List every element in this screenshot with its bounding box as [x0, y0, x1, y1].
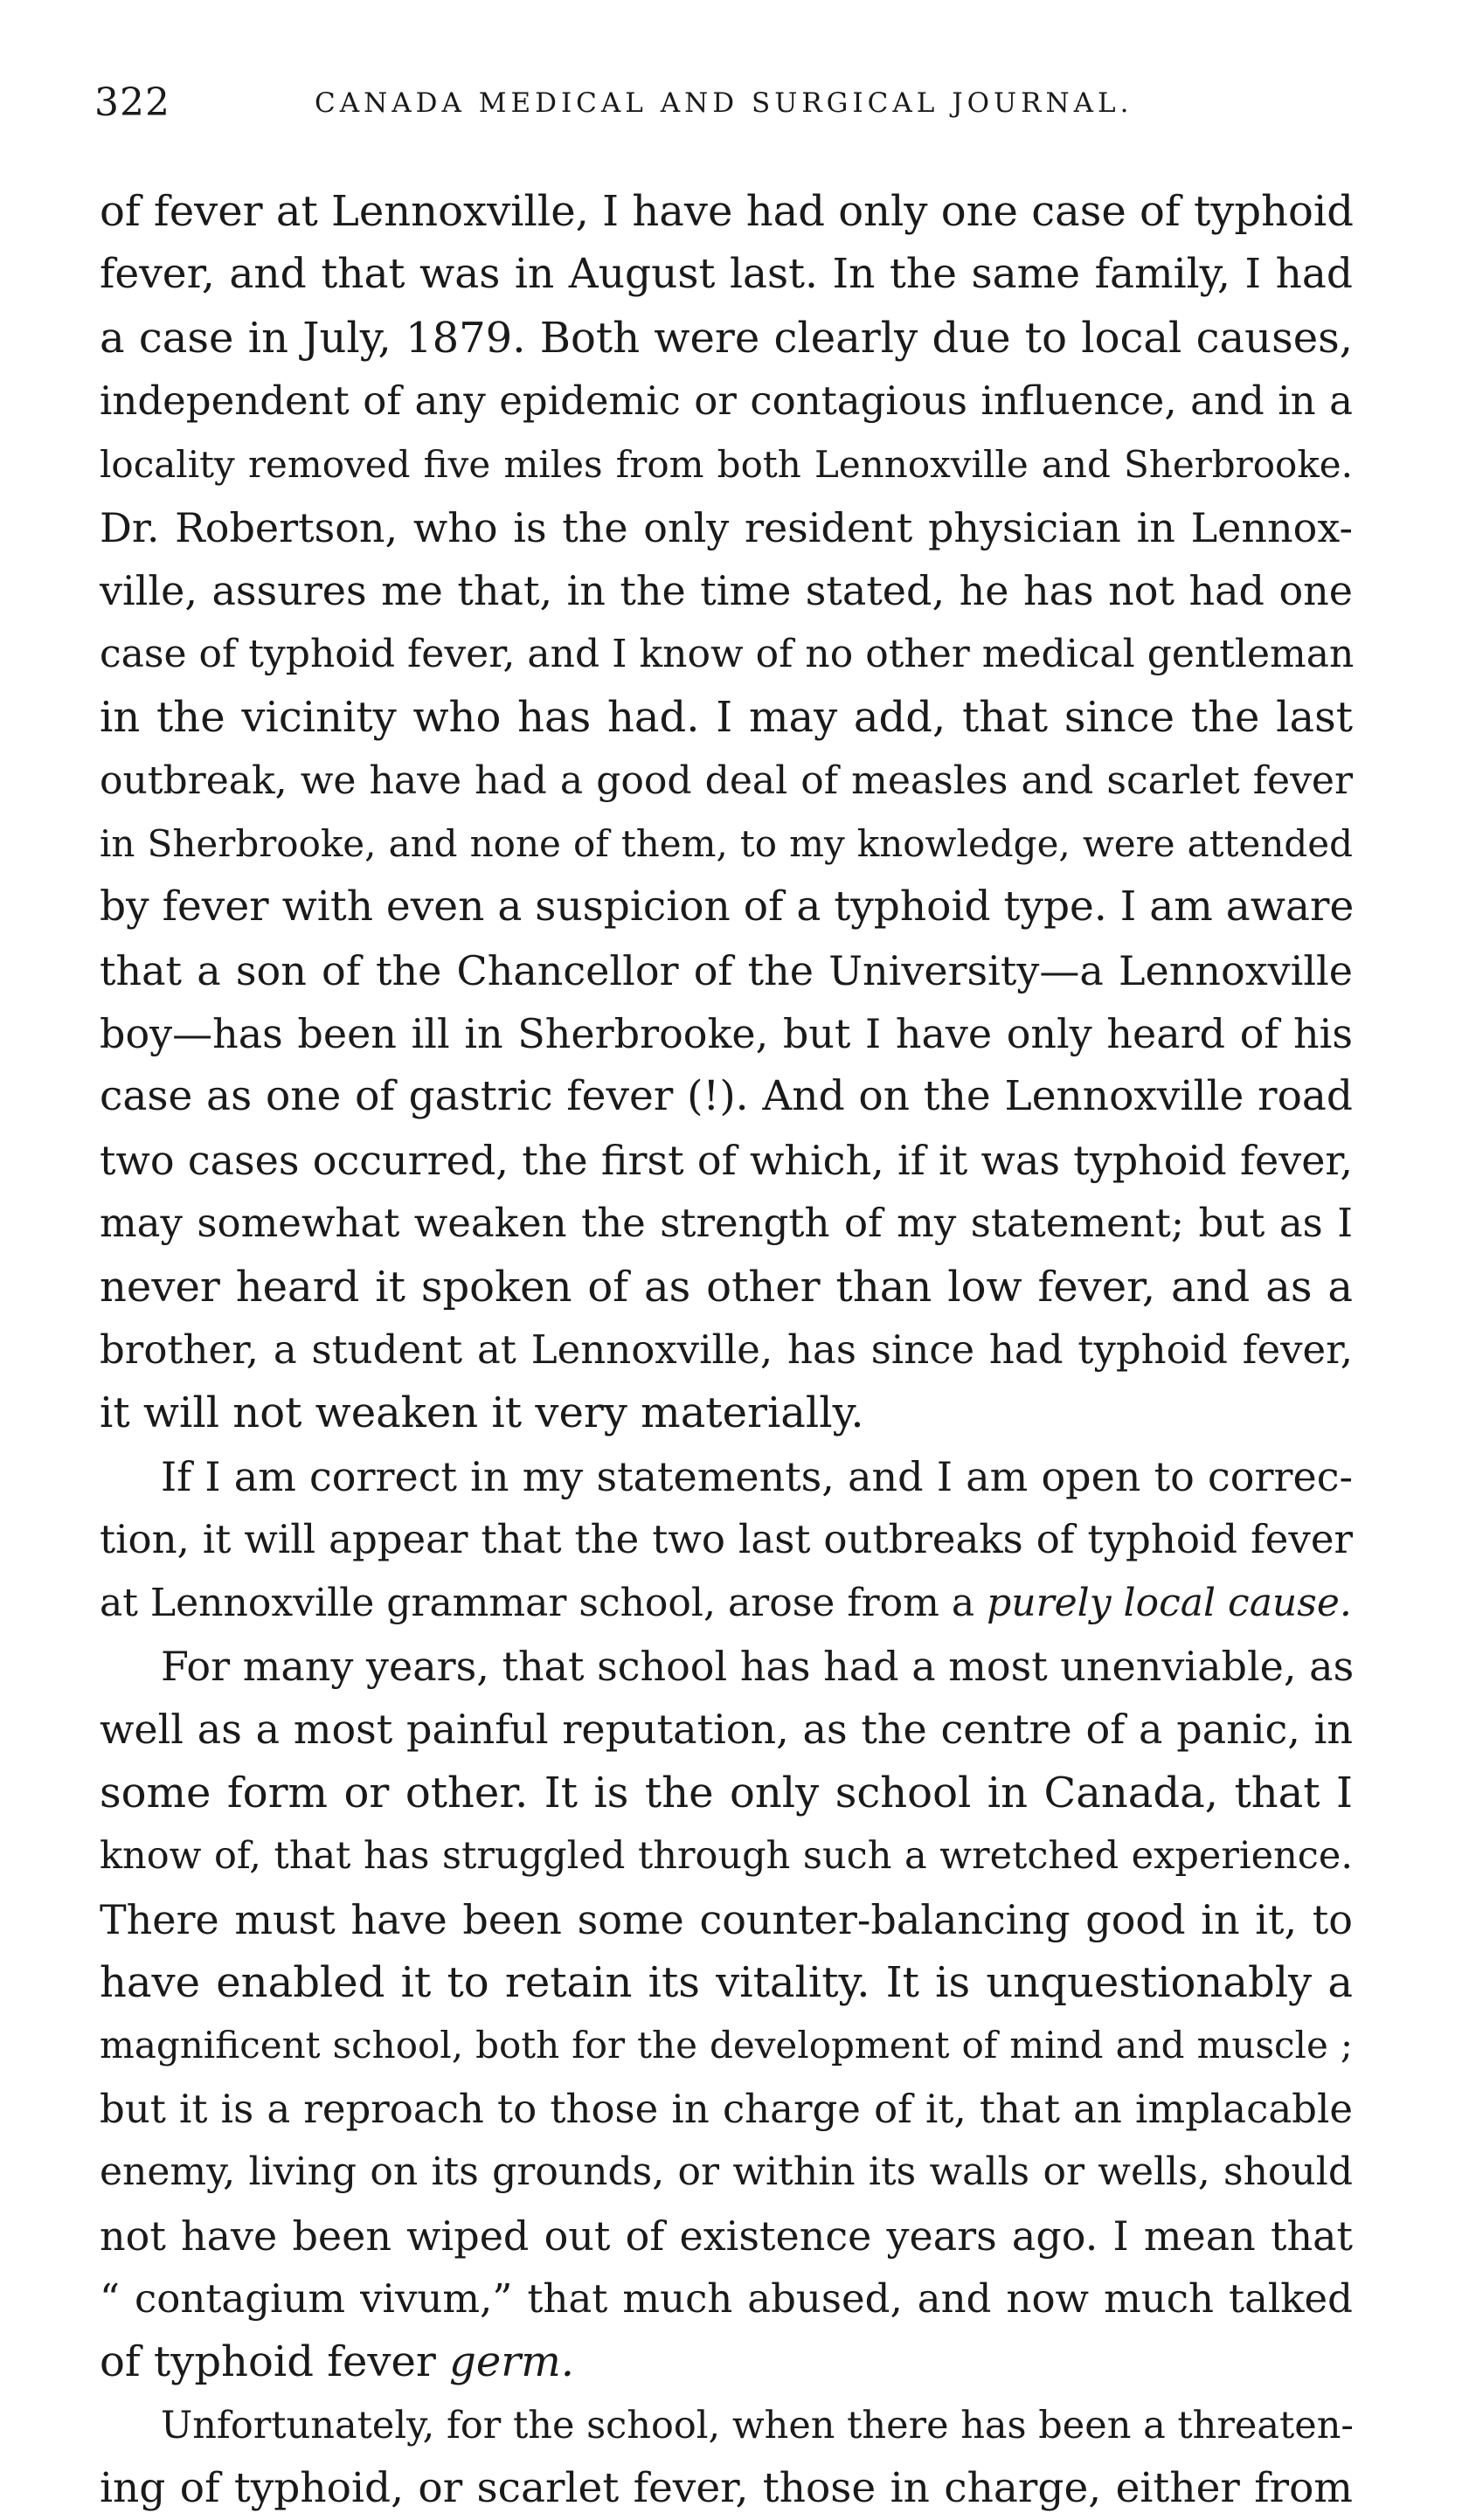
- page-header: [94, 80, 1353, 133]
- text-line: outbreak, we have had a good deal of measles and scarlet fever: [100, 758, 1353, 803]
- text-line: well as a most painful reputation, as the centre of a panic, in: [100, 1706, 1353, 1754]
- text-line: locality removed five miles from both Lennoxville and Sherbrooke.: [100, 442, 1353, 486]
- text-line: case of typhoid fever, and I know of no other medical gentleman: [100, 631, 1355, 676]
- text-line: Dr. Robertson, who is the only resident physician in Lennox-: [100, 503, 1353, 551]
- running-head: CANADA MEDICAL AND SURGICAL JOURNAL.: [315, 87, 1133, 119]
- text-line: in the vicinity who has had. I may add, that since the last: [100, 693, 1353, 743]
- text-line: brother, a student at Lennoxville, has since had typhoid fever,: [100, 1326, 1353, 1374]
- text-line: ing of typhoid, or scarlet fever, those in charge, either from: [100, 2464, 1353, 2513]
- text-line: There must have been some counter-balancing good in it, to: [100, 1895, 1353, 1943]
- text-line: enemy, living on its grounds, or within its walls or wells, should: [100, 2150, 1353, 2195]
- text-line: For many years, that school has had a most unenviable, as: [161, 1642, 1355, 1690]
- text-line: independent of any epidemic or contagious influence, and in a: [100, 377, 1353, 425]
- text-line-start: at Lennoxville grammar school, arose from a: [100, 1580, 987, 1625]
- text-line: in Sherbrooke, and none of them, to my knowledge, were attended: [100, 821, 1353, 865]
- text-line: [100, 1572, 1353, 1635]
- text-line: never heard it spoken of as other than low fever, and as a: [100, 1262, 1353, 1312]
- text-line: that a son of the Chancellor of the University—a Lennoxville: [100, 946, 1353, 994]
- text-line: but it is a reproach to those in charge of it, that an implacable: [100, 2085, 1353, 2132]
- page-number: 322: [94, 80, 170, 125]
- text-line: Unfortunately, for the school, when there has been a threaten-: [161, 2403, 1354, 2447]
- text-line: magnificent school, both for the development of mind and muscle ;: [100, 2024, 1353, 2067]
- italic-phrase: purely local cause.: [987, 1580, 1352, 1625]
- text-line: know of, that has struggled through such a wretched experience.: [100, 1834, 1353, 1879]
- italic-word: germ.: [449, 2337, 574, 2387]
- paragraph-3: [100, 1635, 1353, 2394]
- text-line: [100, 2330, 1353, 2393]
- text-line: it will not weaken it very materially.: [100, 1388, 864, 1438]
- text-line: may somewhat weaken the strength of my statement; but as I: [100, 1200, 1353, 1247]
- text-line: have enabled it to retain its vitality. It is unquestionably a: [100, 1957, 1353, 2007]
- text-line: case as one of gastric fever (!). And on the Lennoxville road: [100, 1072, 1353, 1121]
- text-line: ville, assures me that, in the time stated, he has not had one: [100, 567, 1353, 615]
- text-line: by fever with even a suspicion of a typhoid type. I am aware: [100, 883, 1355, 931]
- paragraph-2: [100, 1445, 1353, 1635]
- text-line: some form or other. It is the only school in Canada, that I: [100, 1768, 1353, 1817]
- text-line: boy—has been ill in Sherbrooke, but I have only heard of his: [100, 1010, 1353, 1058]
- text-line: two cases occurred, the first of which, if it was typhoid fever,: [100, 1136, 1353, 1184]
- text-line-start: of typhoid fever: [100, 2337, 450, 2387]
- text-line: a case in July, 1879. Both were clearly due to local causes,: [100, 313, 1353, 363]
- text-line: tion, it will appear that the two last outbreaks of typhoid fever: [100, 1516, 1353, 1563]
- body-text: [100, 180, 1353, 2520]
- text-line: of fever at Lennoxville, I have had only one case of typhoid: [100, 187, 1354, 236]
- text-line: If I am correct in my statements, and I am open to correc-: [161, 1452, 1353, 1500]
- text-line: “ contagium vivum,” that much abused, and now much talked: [100, 2274, 1353, 2322]
- text-line: not have been wiped out of existence years ago. I mean that: [100, 2212, 1353, 2260]
- paragraph-1: [100, 180, 1353, 1445]
- text-line: fever, and that was in August last. In the same family, I had: [100, 250, 1353, 299]
- paragraph-4: [100, 2394, 1353, 2520]
